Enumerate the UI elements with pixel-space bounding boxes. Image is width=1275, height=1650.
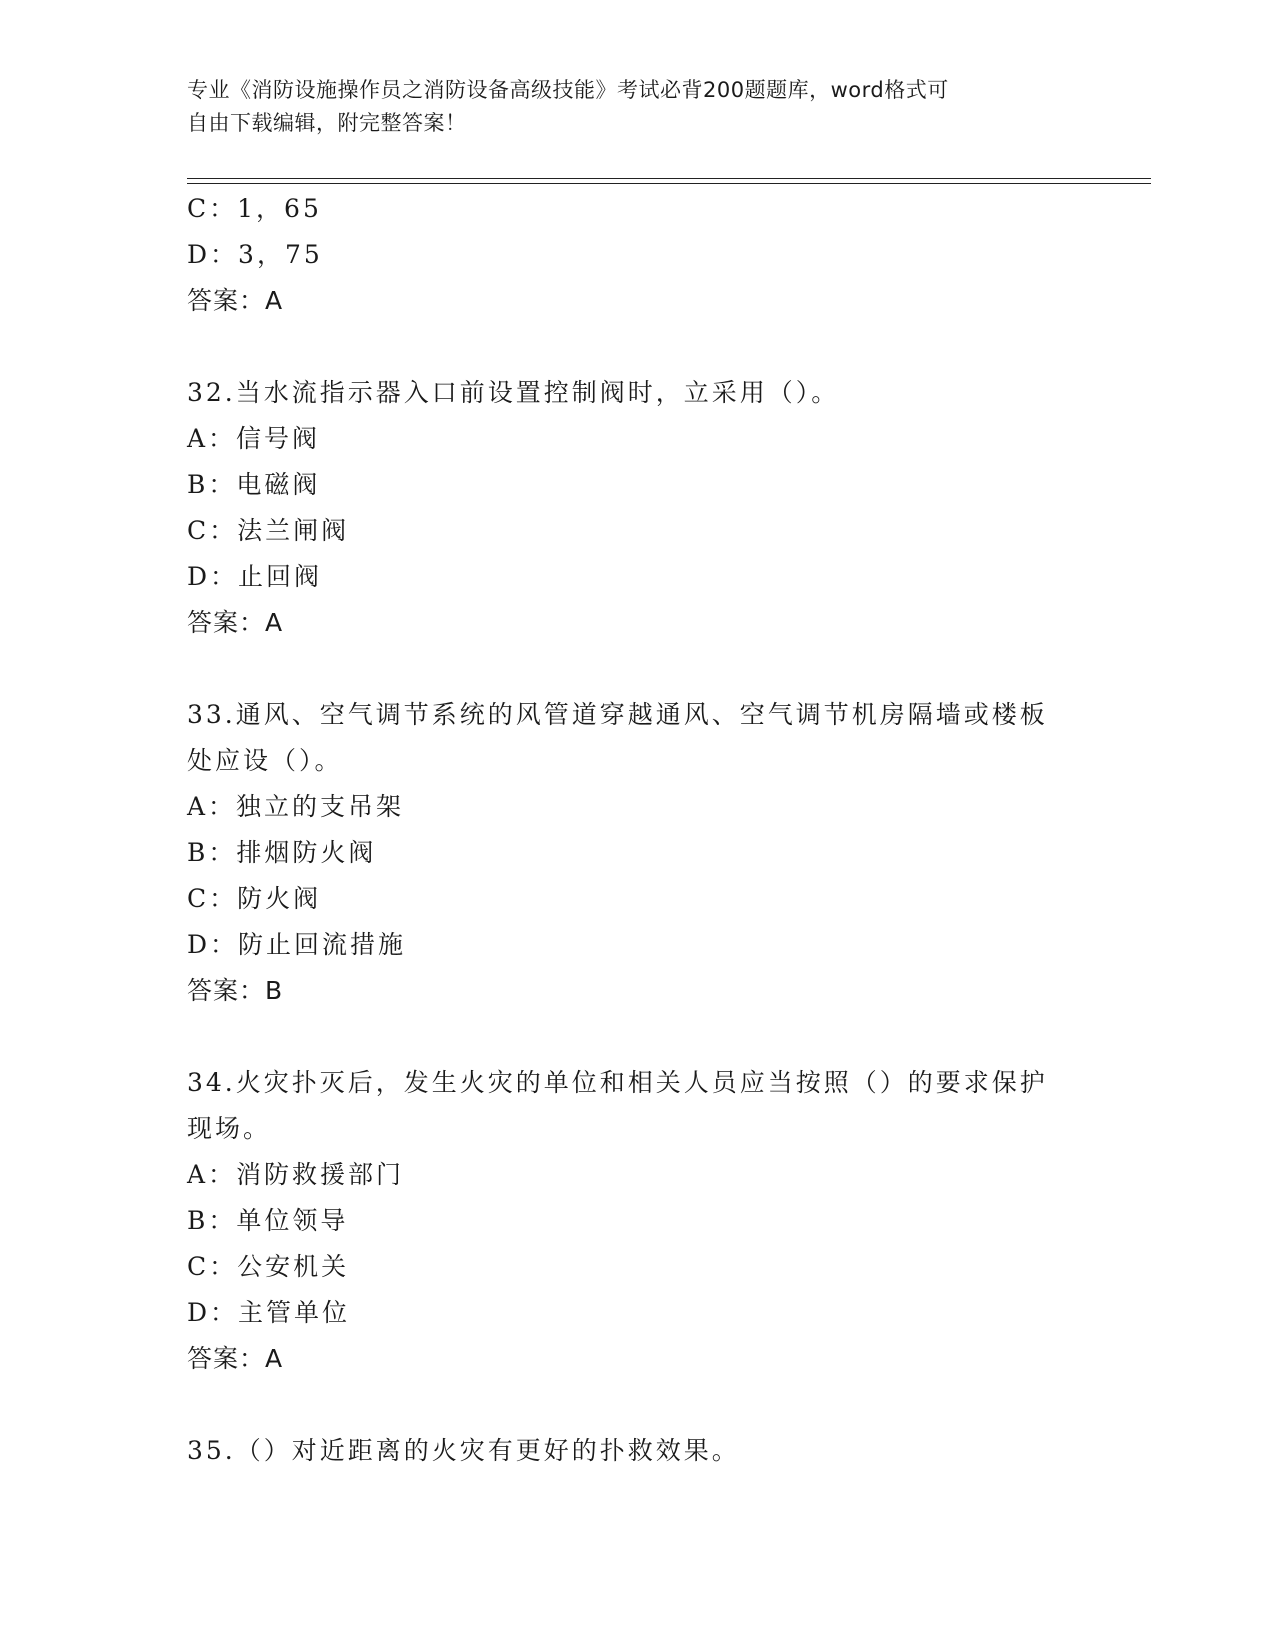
question-text: 32.当水流指示器入口前设置控制阀时，立采用（）。 bbox=[187, 378, 840, 407]
answer-line: 答案：A bbox=[187, 286, 284, 315]
question-content bbox=[187, 186, 1087, 1474]
option-b: B：电磁阀 bbox=[187, 470, 321, 499]
option-c: C：1，65 bbox=[187, 194, 322, 223]
option-b: B：排烟防火阀 bbox=[187, 838, 377, 867]
answer-line: 答案：A bbox=[187, 608, 284, 637]
option-c: C：法兰闸阀 bbox=[187, 516, 350, 545]
option-d: D：止回阀 bbox=[187, 562, 323, 591]
option-d: D：3，75 bbox=[187, 240, 323, 269]
header-double-rule bbox=[187, 178, 1151, 184]
answer-line: 答案：B bbox=[187, 976, 284, 1005]
question-text: 35.（）对近距离的火灾有更好的扑救效果。 bbox=[187, 1436, 740, 1465]
header-title-line-2: 自由下载编辑，附完整答案！ bbox=[187, 111, 467, 135]
option-d: D：防止回流措施 bbox=[187, 930, 407, 959]
previous-question-tail bbox=[187, 186, 1087, 324]
question-34 bbox=[187, 1060, 1087, 1382]
option-a: A：信号阀 bbox=[187, 424, 321, 453]
question-text: 34.火灾扑灭后，发生火灾的单位和相关人员应当按照（）的要求保护现场。 bbox=[187, 1068, 1048, 1143]
question-33 bbox=[187, 692, 1087, 1014]
header-title-line-1: 专业《消防设施操作员之消防设备高级技能》考试必背200题题库，word格式可 bbox=[187, 78, 949, 102]
answer-line: 答案：A bbox=[187, 1344, 284, 1373]
option-c: C：防火阀 bbox=[187, 884, 322, 913]
option-b: B：单位领导 bbox=[187, 1206, 349, 1235]
question-32 bbox=[187, 370, 1087, 646]
option-a: A：消防救援部门 bbox=[187, 1160, 405, 1189]
question-text: 33.通风、空气调节系统的风管道穿越通风、空气调节机房隔墙或楼板处应设（）。 bbox=[187, 700, 1048, 775]
option-c: C：公安机关 bbox=[187, 1252, 350, 1281]
question-35 bbox=[187, 1428, 1087, 1474]
option-a: A：独立的支吊架 bbox=[187, 792, 405, 821]
option-d: D：主管单位 bbox=[187, 1298, 351, 1327]
document-header bbox=[187, 74, 1067, 140]
